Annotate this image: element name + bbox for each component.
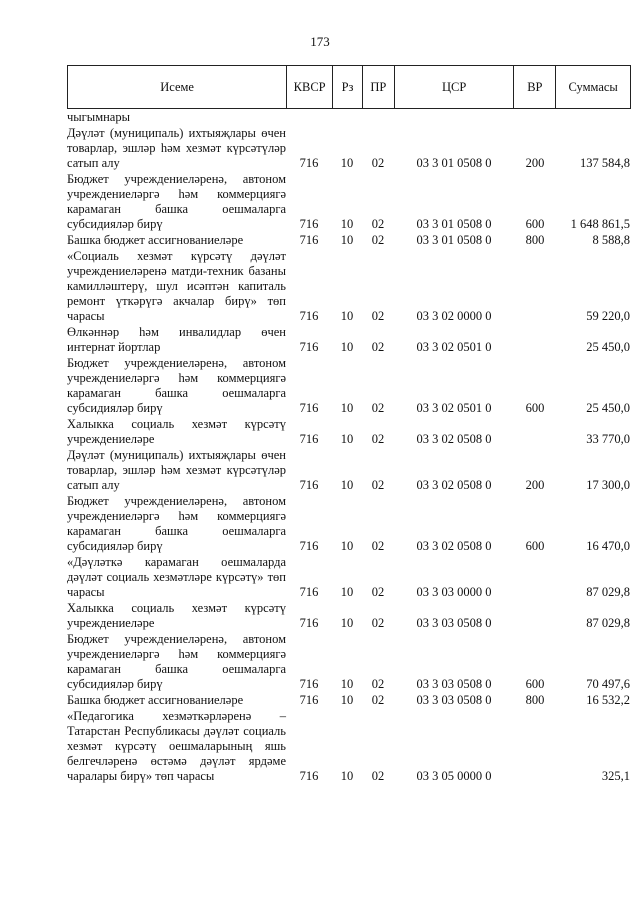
row-csr: 03 3 01 0508 0 xyxy=(416,233,492,247)
row-pr: 02 xyxy=(371,401,385,415)
row-pr: 02 xyxy=(371,432,385,446)
row-sum: 33 770,0 xyxy=(586,432,630,446)
row-sum: 87 029,8 xyxy=(586,585,630,599)
row-vr: 200 xyxy=(525,478,545,492)
row-rz: 10 xyxy=(340,217,354,231)
row-kvsr: 716 xyxy=(299,616,319,630)
row-kvsr: 716 xyxy=(299,539,319,553)
table-row xyxy=(67,709,631,784)
row-csr: 03 3 02 0501 0 xyxy=(416,401,492,415)
row-pr: 02 xyxy=(371,217,385,231)
row-csr: 03 3 02 0508 0 xyxy=(416,539,492,553)
row-name: «Педагогика хезмәткәрләренә – Татарстан Республикасы дәүләт социаль хезмәт күрсәтү оешмаларының яшь белгечләренә өстәмә дәүләт ярдәме чаралары бирү» төп чарасы xyxy=(67,709,286,783)
row-name: чыгымнары xyxy=(67,110,131,124)
row-sum: 70 497,6 xyxy=(586,677,630,691)
row-vr: 600 xyxy=(525,539,545,553)
row-vr: 200 xyxy=(525,156,545,170)
header-csr: ЦСР xyxy=(394,66,514,108)
table-row xyxy=(67,110,631,125)
header-sum: Суммасы xyxy=(555,66,630,108)
row-pr: 02 xyxy=(371,539,385,553)
row-name: Бюджет учреждениеләренә, автоном учреждениеләргә һәм коммерциягә карамаган башка оешмаларга субсидияләр бирү xyxy=(67,356,286,415)
row-sum: 1 648 861,5 xyxy=(570,217,630,231)
row-pr: 02 xyxy=(371,478,385,492)
row-sum: 8 588,8 xyxy=(592,233,630,247)
row-name: Дәүләт (муниципаль) ихтыяҗлары өчен товарлар, эшләр һәм хезмәт күрсәтүләр сатып алу xyxy=(67,448,286,492)
row-vr: 600 xyxy=(525,401,545,415)
row-kvsr: 716 xyxy=(299,156,319,170)
row-csr: 03 3 01 0508 0 xyxy=(416,217,492,231)
table-body xyxy=(67,110,631,785)
row-kvsr: 716 xyxy=(299,478,319,492)
header-vr: ВР xyxy=(513,66,555,108)
row-name: «Социаль хезмәт күрсәтү дәүләт учреждениеләренә матди-техник базаны камилләштерү, шул исәптән капиталь ремонт үткәрүгә акчалар бирү» төп чарасы xyxy=(67,249,286,323)
row-sum: 25 450,0 xyxy=(586,401,630,415)
row-name: «Дәүләткә карамаган оешмаларда дәүләт социаль хезмәтләре күрсәтү» төп чарасы xyxy=(67,555,286,599)
row-pr: 02 xyxy=(371,156,385,170)
header-name: Исеме xyxy=(160,79,194,94)
row-sum: 16 470,0 xyxy=(586,539,630,553)
table-row xyxy=(67,417,631,447)
page-number: 173 xyxy=(310,34,330,49)
row-kvsr: 716 xyxy=(299,432,319,446)
row-csr: 03 3 05 0000 0 xyxy=(416,769,492,783)
table-row xyxy=(67,448,631,493)
row-csr: 03 3 02 0508 0 xyxy=(416,478,492,492)
row-csr: 03 3 03 0508 0 xyxy=(416,693,492,707)
row-vr: 600 xyxy=(525,677,545,691)
row-csr: 03 3 03 0508 0 xyxy=(416,677,492,691)
table-row xyxy=(67,555,631,600)
row-pr: 02 xyxy=(371,585,385,599)
row-rz: 10 xyxy=(340,677,354,691)
row-kvsr: 716 xyxy=(299,677,319,691)
row-pr: 02 xyxy=(371,769,385,783)
row-csr: 03 3 01 0508 0 xyxy=(416,156,492,170)
row-name: Бюджет учреждениеләренә, автоном учреждениеләргә һәм коммерциягә карамаган башка оешмаларга субсидияләр бирү xyxy=(67,494,286,553)
row-rz: 10 xyxy=(340,309,354,323)
table-row xyxy=(67,249,631,324)
table-row xyxy=(67,693,631,708)
row-vr: 800 xyxy=(525,233,545,247)
row-rz: 10 xyxy=(340,693,354,707)
row-csr: 03 3 03 0000 0 xyxy=(416,585,492,599)
row-pr: 02 xyxy=(371,616,385,630)
header-rz: Рз xyxy=(332,66,362,108)
row-csr: 03 3 02 0508 0 xyxy=(416,432,492,446)
row-name: Халыкка социаль хезмәт күрсәтү учреждениеләре xyxy=(67,601,286,630)
header-kvsr: КВСР xyxy=(286,66,332,108)
row-kvsr: 716 xyxy=(299,585,319,599)
table-row xyxy=(67,126,631,171)
row-name: Халыкка социаль хезмәт күрсәтү учреждениеләре xyxy=(67,417,286,446)
row-sum: 325,1 xyxy=(601,769,630,783)
row-rz: 10 xyxy=(340,585,354,599)
row-csr: 03 3 03 0508 0 xyxy=(416,616,492,630)
row-sum: 17 300,0 xyxy=(586,478,630,492)
row-name: Бюджет учреждениеләренә, автоном учреждениеләргә һәм коммерциягә карамаган башка оешмаларга субсидияләр бирү xyxy=(67,632,286,691)
row-pr: 02 xyxy=(371,309,385,323)
row-pr: 02 xyxy=(371,233,385,247)
row-kvsr: 716 xyxy=(299,217,319,231)
row-rz: 10 xyxy=(340,769,354,783)
table-row xyxy=(67,632,631,692)
row-vr: 800 xyxy=(525,693,545,707)
row-csr: 03 3 02 0501 0 xyxy=(416,340,492,354)
row-pr: 02 xyxy=(371,693,385,707)
row-kvsr: 716 xyxy=(299,401,319,415)
row-rz: 10 xyxy=(340,539,354,553)
row-name: Башка бюджет ассигнованиеләре xyxy=(67,233,244,247)
row-rz: 10 xyxy=(340,616,354,630)
table-row xyxy=(67,325,631,355)
row-rz: 10 xyxy=(340,401,354,415)
table-row xyxy=(67,494,631,554)
row-name: Бюджет учреждениеләренә, автоном учреждениеләргә һәм коммерциягә карамаган башка оешмаларга субсидияләр бирү xyxy=(67,172,286,231)
row-rz: 10 xyxy=(340,478,354,492)
row-rz: 10 xyxy=(340,340,354,354)
row-pr: 02 xyxy=(371,340,385,354)
row-kvsr: 716 xyxy=(299,309,319,323)
table-row xyxy=(67,233,631,248)
row-name: Өлкәннәр һәм инвалидлар өчен интернат йортлар xyxy=(67,325,286,354)
row-csr: 03 3 02 0000 0 xyxy=(416,309,492,323)
row-name: Дәүләт (муниципаль) ихтыяҗлары өчен товарлар, эшләр һәм хезмәт күрсәтүләр сатып алу xyxy=(67,126,286,170)
row-kvsr: 716 xyxy=(299,769,319,783)
row-rz: 10 xyxy=(340,233,354,247)
row-kvsr: 716 xyxy=(299,693,319,707)
row-sum: 137 584,8 xyxy=(580,156,630,170)
row-pr: 02 xyxy=(371,677,385,691)
table-row xyxy=(67,356,631,416)
table-row xyxy=(67,172,631,232)
row-vr: 600 xyxy=(525,217,545,231)
row-kvsr: 716 xyxy=(299,233,319,247)
table-header xyxy=(67,65,631,109)
row-sum: 16 532,2 xyxy=(586,693,630,707)
row-name: Башка бюджет ассигнованиеләре xyxy=(67,693,244,707)
row-rz: 10 xyxy=(340,432,354,446)
row-sum: 25 450,0 xyxy=(586,340,630,354)
table-row xyxy=(67,601,631,631)
row-kvsr: 716 xyxy=(299,340,319,354)
header-pr: ПР xyxy=(362,66,394,108)
row-rz: 10 xyxy=(340,156,354,170)
row-sum: 87 029,8 xyxy=(586,616,630,630)
row-sum: 59 220,0 xyxy=(586,309,630,323)
